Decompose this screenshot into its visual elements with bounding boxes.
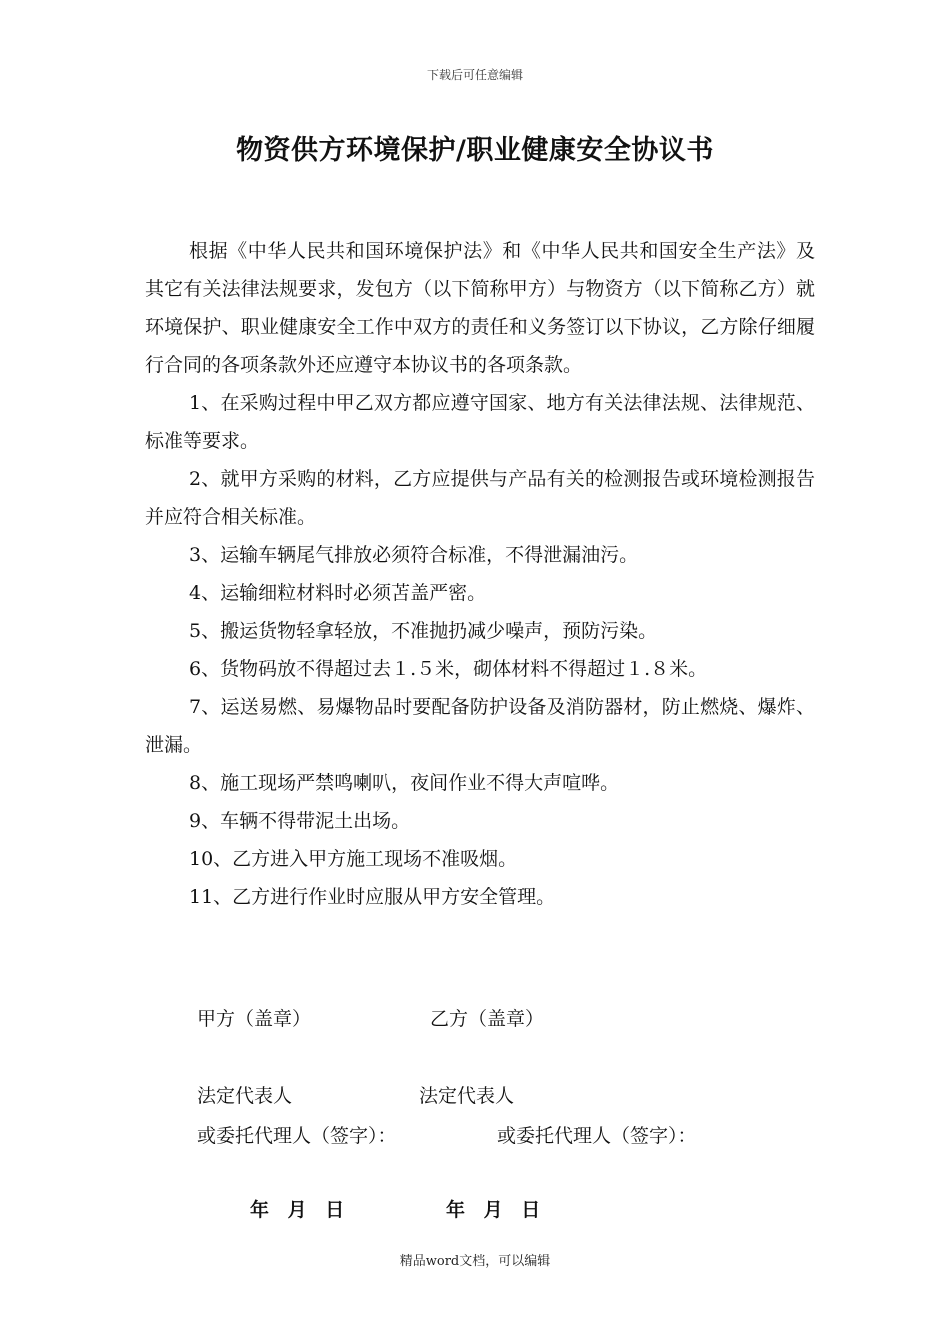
clause-10: 10、乙方进入甲方施工现场不准吸烟。 bbox=[189, 848, 518, 870]
clause-2: 2、就甲方采购的材料，乙方应提供与产品有关的检测报告或环境检测报告并应符合相关标准。 bbox=[145, 468, 815, 528]
clause-11: 11、乙方进行作业时应服从甲方安全管理。 bbox=[189, 886, 556, 908]
clause-4: 4、运输细粒材料时必须苫盖严密。 bbox=[189, 582, 487, 604]
clause-3: 3、运输车辆尾气排放必须符合标准，不得泄漏油污。 bbox=[189, 544, 639, 566]
footer-note: 精品word文档，可以编辑 bbox=[399, 1254, 551, 1269]
clause-8: 8、施工现场严禁鸣喇叭，夜间作业不得大声喧哗。 bbox=[189, 772, 620, 794]
party-b-representative: 法定代表人 bbox=[419, 1085, 515, 1107]
party-a-seal: 甲方（盖章） bbox=[197, 1008, 312, 1030]
party-b-seal: 乙方（盖章） bbox=[430, 1008, 545, 1030]
clause-6: 6、货物码放不得超过去１.５米，砌体材料不得超过１.８米。 bbox=[189, 658, 708, 680]
clause-1: 1、在采购过程中甲乙双方都应遵守国家、地方有关法律法规、法律规范、标准等要求。 bbox=[145, 392, 815, 452]
clause-5: 5、搬运货物轻拿轻放，不准抛扔减少噪声，预防污染。 bbox=[189, 620, 658, 642]
party-a-agent: 或委托代理人（签字）： bbox=[197, 1125, 397, 1147]
clause-9: 9、车辆不得带泥土出场。 bbox=[189, 810, 411, 832]
header-note: 下载后可任意编辑 bbox=[426, 68, 523, 82]
party-a-representative: 法定代表人 bbox=[197, 1085, 293, 1107]
clause-7: 7、运送易燃、易爆物品时要配备防护设备及消防器材，防止燃烧、爆炸、泄漏。 bbox=[145, 696, 815, 756]
intro-paragraph: 根据《中华人民共和国环境保护法》和《中华人民共和国安全生产法》及其它有关法律法规要求，发包方（以下简称甲方）与物资方（以下简称乙方）就环境保护、职业健康安全工作中双方的责任和义务签订以下协议，乙方除仔细履行合同的各项条款外还应遵守本协议书的各项条款。 bbox=[145, 240, 815, 376]
party-b-agent: 或委托代理人（签字）： bbox=[497, 1125, 697, 1147]
document-title: 物资供方环境保护/职业健康安全协议书 bbox=[236, 135, 714, 166]
party-b-date: 年 月 日 bbox=[446, 1199, 547, 1221]
party-a-date: 年 月 日 bbox=[250, 1199, 351, 1221]
document-body bbox=[145, 232, 815, 916]
